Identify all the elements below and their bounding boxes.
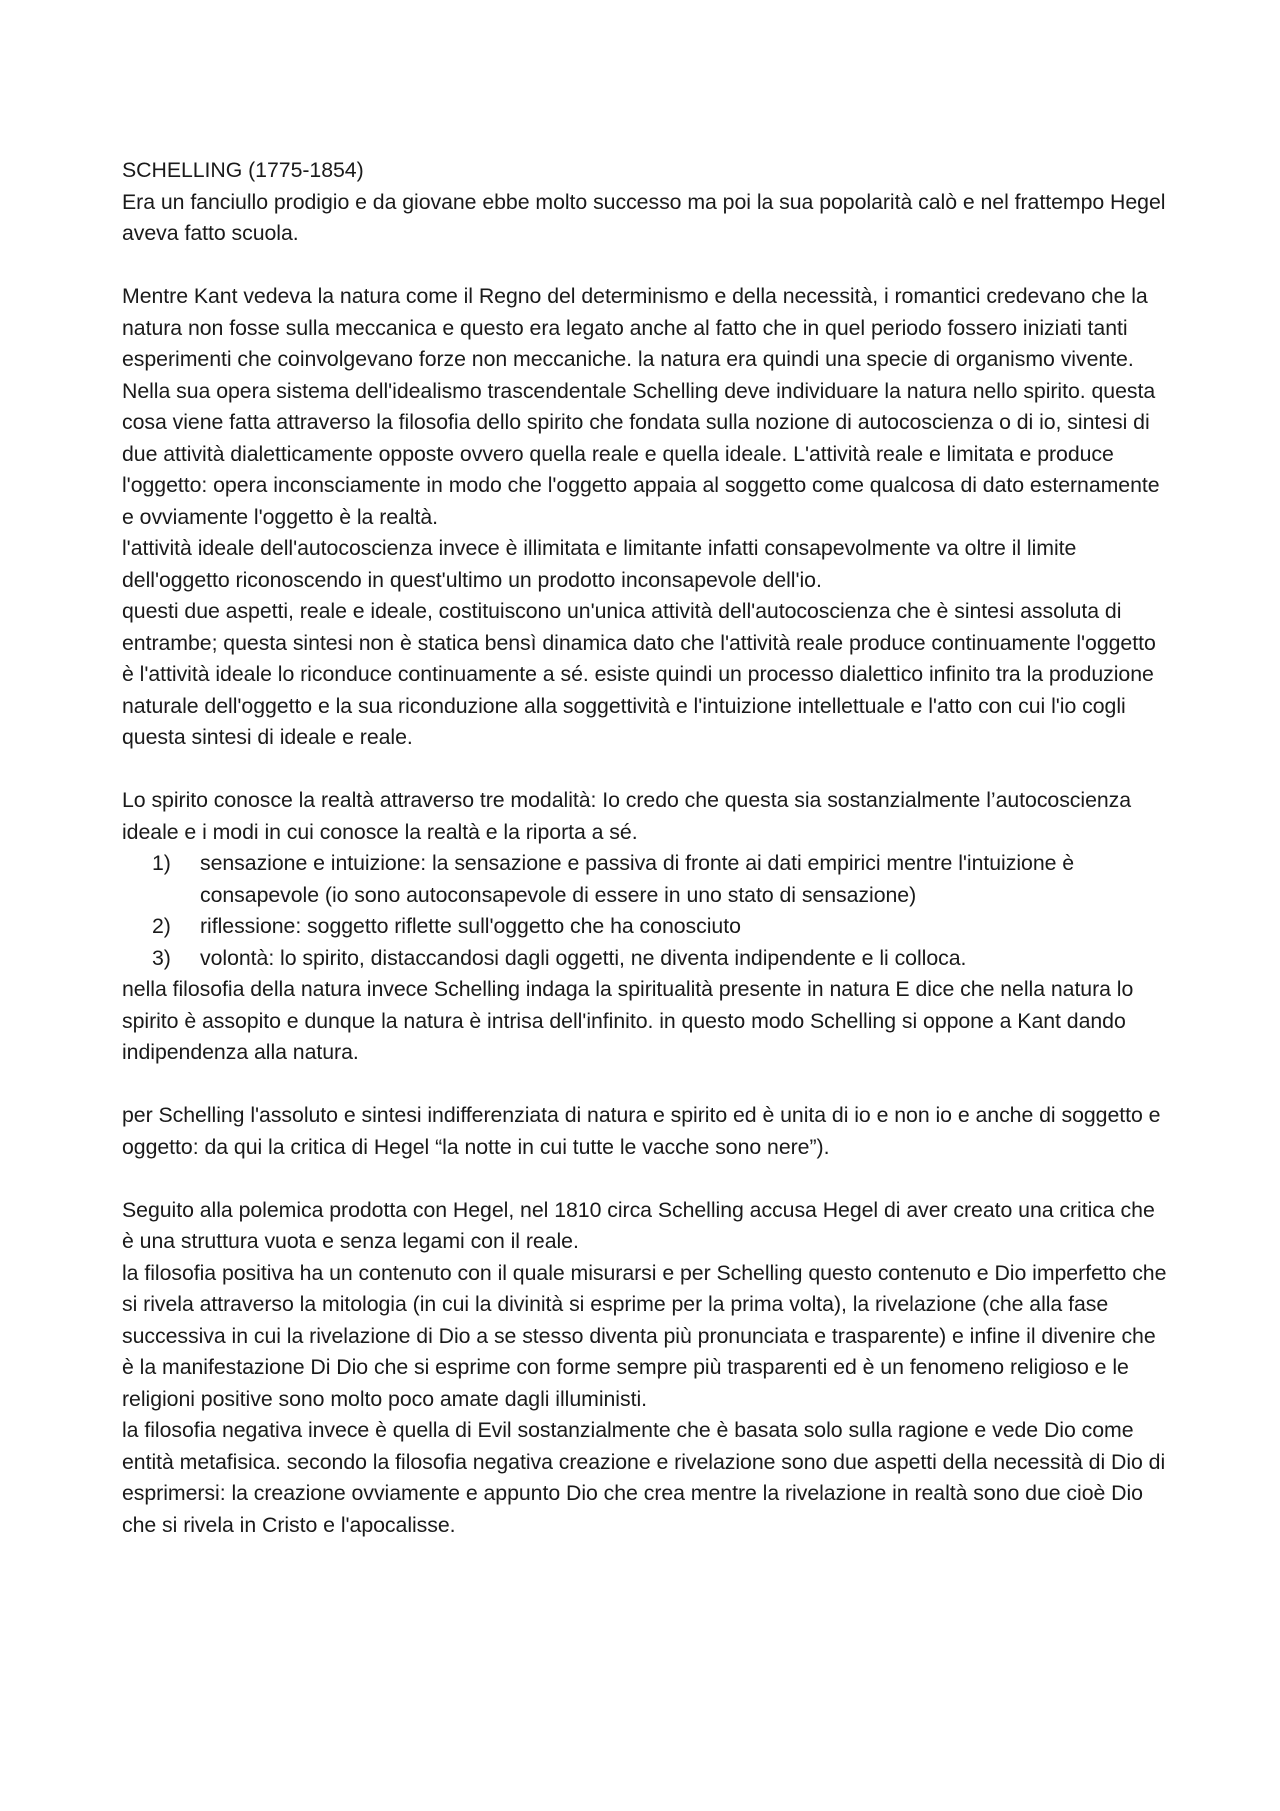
modes-intro-paragraph: Lo spirito conosce la realtà attraverso tre modalità: Io credo che questa sia sostanzialmente l’autocoscienza ideale e i modi in cui conosce la realtà e la riporta a sé. <box>122 788 1132 844</box>
list-item <box>152 911 1172 943</box>
blank-line <box>122 1069 1172 1101</box>
document-title: SCHELLING (1775-1854) <box>122 158 364 182</box>
list-item <box>152 943 1172 975</box>
list-item-text: volontà: lo spirito, distaccandosi dagli oggetti, ne diventa indipendente e li colloca. <box>200 945 967 970</box>
blank-line <box>122 1163 1172 1195</box>
list-item-number: 3) <box>152 945 171 970</box>
absolute-paragraph: per Schelling l'assoluto e sintesi indifferenziata di natura e spirito ed è unita di io e non io e anche di soggetto e oggetto: da qui la critica di Hegel “la notte in cui tutte le vacche sono nere”). <box>122 1103 1161 1159</box>
ideal-activity-paragraph: l'attività ideale dell'autocoscienza invece è illimitata e limitante infatti consapevolmente va oltre il limite dell'oggetto riconoscendo in quest'ultimo un prodotto inconsapevole dell'io. <box>122 536 1077 592</box>
negative-philosophy-paragraph: la filosofia negativa invece è quella di Evil sostanzialmente che è basata solo sulla ragione e vede Dio come entità metafisica. secondo la filosofia negativa creazione e rivelazione sono due aspetti della necessità di Dio di esprimersi: la creazione ovviamente e appunto Dio che crea mentre la rivelazione in realtà sono due cioè Dio che si rivela in Cristo e l'apocalisse. <box>122 1418 1166 1537</box>
modes-list <box>122 848 1172 974</box>
system-paragraph: Nella sua opera sistema dell'idealismo trascendentale Schelling deve individuare la natura nello spirito. questa cosa viene fatta attraverso la filosofia dello spirito che fondata sulla nozione di autocoscienza o di io, sintesi di due attività dialetticamente opposte ovvero quella reale e quella ideale. L'attività reale e limitata e produce l'oggetto: opera inconsciamente in modo che l'oggetto appaia al soggetto come qualcosa di dato esternamente e ovviamente l'oggetto è la realtà. <box>122 378 1160 529</box>
intro-paragraph: Era un fanciullo prodigio e da giovane ebbe molto successo ma poi la sua popolarità calò e nel frattempo Hegel aveva fatto scuola. <box>122 189 1166 245</box>
polemic-paragraph: Seguito alla polemica prodotta con Hegel, nel 1810 circa Schelling accusa Hegel di aver creato una critica che è una struttura vuota e senza legami con il reale. <box>122 1197 1155 1253</box>
list-item <box>152 848 1172 911</box>
list-item-number: 2) <box>152 914 171 938</box>
blank-line <box>122 754 1172 786</box>
philosophy-of-nature-paragraph: nella filosofia della natura invece Schelling indaga la spiritualità presente in natura E dice che nella natura lo spirito è assopito e dunque la natura è intrisa dell'infinito. in questo modo Schelling si oppone a Kant dando indipendenza alla natura. <box>122 977 1134 1064</box>
document-body <box>122 155 1172 1541</box>
synthesis-paragraph: questi due aspetti, reale e ideale, costituiscono un'unica attività dell'autocoscienza che è sintesi assoluta di entrambe; questa sintesi non è statica bensì dinamica dato che l'attività reale produce continuamente l'oggetto è l'attività ideale lo riconduce continuamente a sé. esiste quindi un processo dialettico infinito tra la produzione naturale dell'oggetto e la sua riconduzione alla soggettività e l'intuizione intellettuale e l'atto con cui l'io cogli questa sintesi di ideale e reale. <box>122 599 1156 749</box>
blank-line <box>122 250 1172 282</box>
nature-paragraph: Mentre Kant vedeva la natura come il Regno del determinismo e della necessità, i romantici credevano che la natura non fosse sulla meccanica e questo era legato anche al fatto che in quel periodo fossero iniziati tanti esperimenti che coinvolgevano forze non meccaniche. la natura era quindi una specie di organismo vivente. <box>122 284 1148 371</box>
list-item-number: 1) <box>152 851 171 875</box>
positive-philosophy-paragraph: la filosofia positiva ha un contenuto con il quale misurarsi e per Schelling questo contenuto e Dio imperfetto che si rivela attraverso la mitologia (in cui la divinità si esprime per la prima volta), la rivelazione (che alla fase successiva in cui la rivelazione di Dio a se stesso diventa più pronunciata e trasparente) e infine il divenire che è la manifestazione Di Dio che si esprime con forme sempre più trasparenti ed è un fenomeno religioso e le religioni positive sono molto poco amate dagli illuministi. <box>122 1260 1167 1411</box>
list-item-text: sensazione e intuizione: la sensazione e passiva di fronte ai dati empirici mentre l'intuizione è consapevole (io sono autoconsapevole di essere in uno stato di sensazione) <box>200 851 1075 907</box>
list-item-text: riflessione: soggetto riflette sull'oggetto che ha conosciuto <box>200 914 741 938</box>
